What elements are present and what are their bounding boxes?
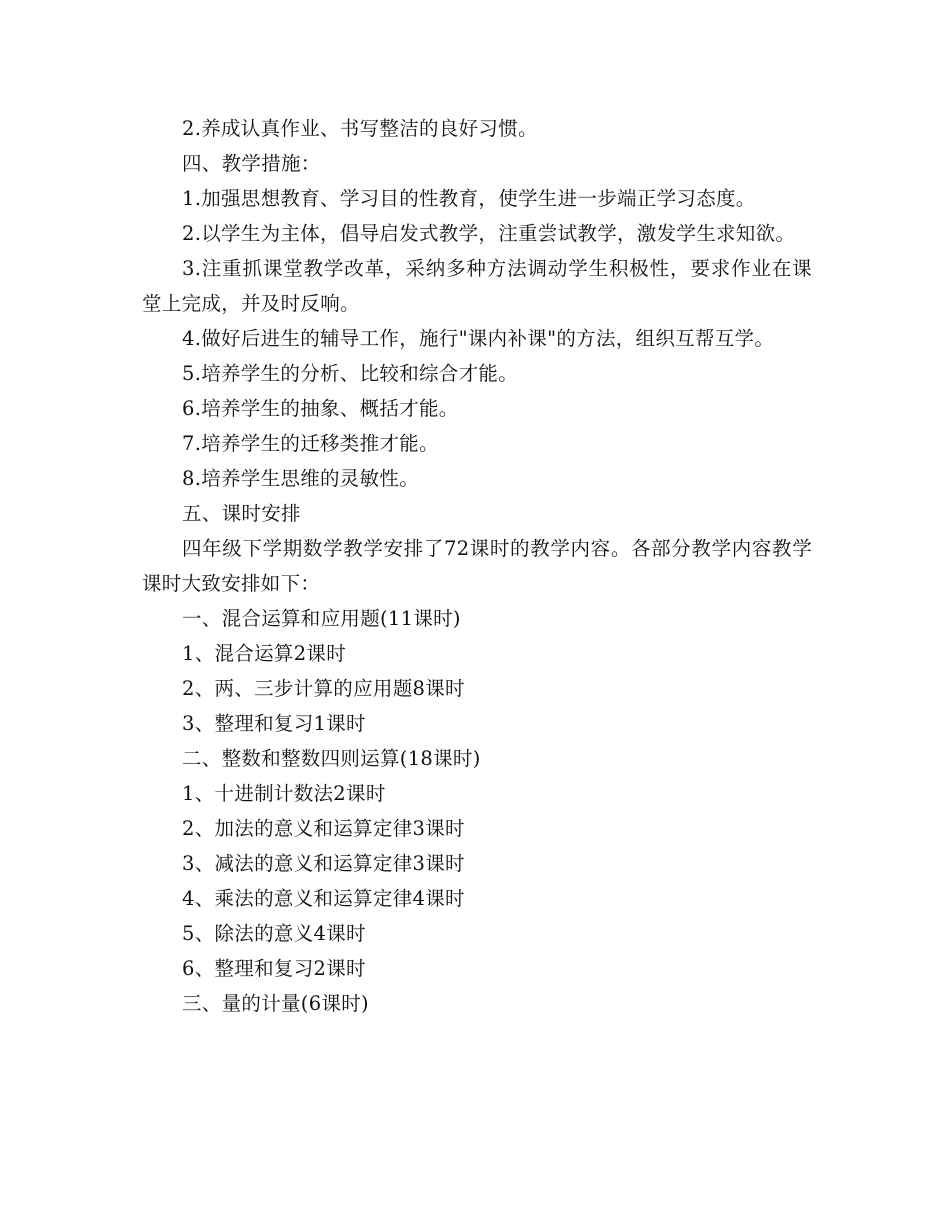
list-item-unit-1-2: 2、两、三步计算的应用题8课时 bbox=[182, 677, 465, 700]
heading-teaching-measures: 四、教学措施： bbox=[182, 152, 321, 175]
list-item-unit-2-1: 1、十进制计数法2课时 bbox=[182, 782, 386, 805]
paragraph-measure-8: 8.培养学生思维的灵敏性。 bbox=[182, 467, 420, 490]
list-item-unit-2-2: 2、加法的意义和运算定律3课时 bbox=[182, 817, 465, 840]
paragraph-measure-2: 2.以学生为主体，倡导启发式教学，注重尝试教学，激发学生求知欲。 bbox=[182, 222, 796, 245]
heading-unit-2: 二、整数和整数四则运算(18课时) bbox=[182, 747, 481, 770]
list-item-unit-2-6: 6、整理和复习2课时 bbox=[182, 957, 366, 980]
list-item-unit-2-3: 3、减法的意义和运算定律3课时 bbox=[182, 852, 465, 875]
paragraph-habit-2: 2.养成认真作业、书写整洁的良好习惯。 bbox=[182, 117, 538, 140]
heading-unit-1: 一、混合运算和应用题(11课时) bbox=[182, 607, 461, 630]
list-item-unit-2-4: 4、乘法的意义和运算定律4课时 bbox=[182, 887, 465, 910]
list-item-unit-1-3: 3、整理和复习1课时 bbox=[182, 712, 366, 735]
paragraph-measure-4: 4.做好后进生的辅导工作，施行"课内补课"的方法，组织互帮互学。 bbox=[182, 327, 775, 350]
paragraph-class-hours-intro: 四年级下学期数学教学安排了72课时的教学内容。各部分教学内容教学课时大致安排如下： bbox=[142, 537, 812, 595]
document-body bbox=[142, 111, 812, 1021]
list-item-unit-1-1: 1、混合运算2课时 bbox=[182, 642, 347, 665]
paragraph-measure-3: 3.注重抓课堂教学改革，采纳多种方法调动学生积极性，要求作业在课堂上完成，并及时反响。 bbox=[142, 257, 812, 315]
heading-class-hours: 五、课时安排 bbox=[182, 502, 301, 525]
heading-unit-3: 三、量的计量(6课时) bbox=[182, 992, 369, 1015]
paragraph-measure-6: 6.培养学生的抽象、概括才能。 bbox=[182, 397, 459, 420]
paragraph-measure-5: 5.培养学生的分析、比较和综合才能。 bbox=[182, 362, 519, 385]
paragraph-measure-1: 1.加强思想教育、学习目的性教育，使学生进一步端正学习态度。 bbox=[182, 187, 756, 210]
list-item-unit-2-5: 5、除法的意义4课时 bbox=[182, 922, 366, 945]
paragraph-measure-7: 7.培养学生的迁移类推才能。 bbox=[182, 432, 439, 455]
